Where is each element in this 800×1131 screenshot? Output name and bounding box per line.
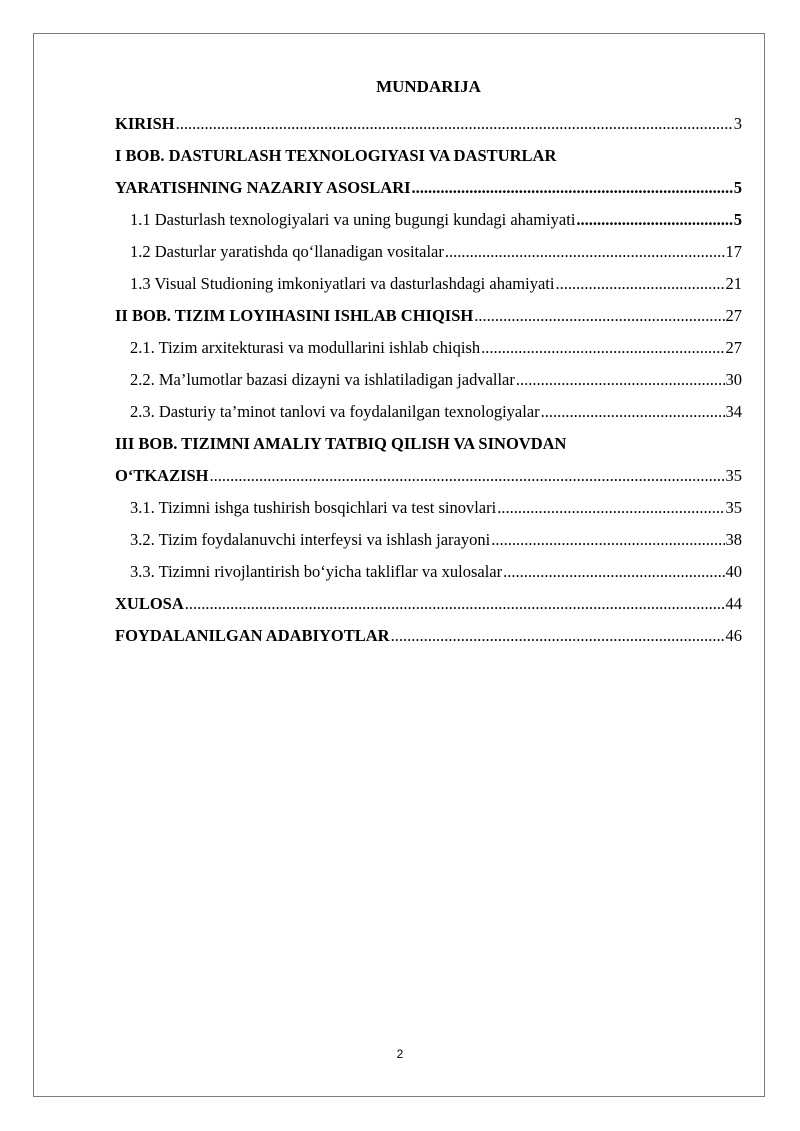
page-number: 2 bbox=[396, 1047, 404, 1061]
toc-entry-label: 2.3. Dasturiy ta’minot tanlovi va foydalanilgan texnologiyalar bbox=[130, 402, 540, 421]
toc-entry-chapter-3-line1[interactable] bbox=[115, 428, 742, 460]
toc-entry-page: 21 bbox=[725, 274, 742, 293]
table-of-contents bbox=[115, 76, 742, 652]
toc-entry-adabiyotlar[interactable] bbox=[115, 620, 742, 652]
toc-entry-2-1[interactable] bbox=[115, 332, 742, 364]
toc-entry-page: 5 bbox=[733, 178, 742, 197]
toc-entry-kirish[interactable] bbox=[115, 108, 742, 140]
toc-entry-page: 27 bbox=[725, 306, 742, 325]
toc-entry-label: 1.3 Visual Studioning imkoniyatlari va dasturlashdagi ahamiyati bbox=[130, 274, 555, 293]
toc-entry-page: 27 bbox=[725, 338, 742, 357]
dot-leader bbox=[491, 524, 724, 556]
toc-entry-label: YARATISHNING NAZARIY ASOSLARI bbox=[115, 178, 411, 197]
toc-entry-label: 2.1. Tizim arxitekturasi va modullarini ishlab chiqish bbox=[130, 338, 481, 357]
dot-leader bbox=[541, 396, 725, 428]
toc-entry-page: 34 bbox=[725, 402, 742, 421]
dot-leader bbox=[210, 460, 725, 492]
toc-entry-chapter-2[interactable] bbox=[115, 300, 742, 332]
toc-entry-label: 3.3. Tizimni rivojlantirish bo‘yicha takliflar va xulosalar bbox=[130, 562, 503, 581]
dot-leader bbox=[481, 332, 724, 364]
toc-entry-page: 40 bbox=[725, 562, 742, 581]
toc-entry-label: O‘TKAZISH bbox=[115, 466, 209, 485]
dot-leader bbox=[516, 364, 725, 396]
toc-entry-label: 1.1 Dasturlash texnologiyalari va uning bugungi kundagi ahamiyati bbox=[130, 210, 576, 229]
toc-entry-label: II BOB. TIZIM LOYIHASINI ISHLAB CHIQISH bbox=[115, 306, 474, 325]
dot-leader bbox=[503, 556, 724, 588]
toc-title: MUNDARIJA bbox=[376, 77, 481, 96]
dot-leader bbox=[576, 204, 732, 236]
dot-leader bbox=[474, 300, 724, 332]
toc-entry-chapter-3[interactable] bbox=[115, 460, 742, 492]
toc-entry-page: 30 bbox=[725, 370, 742, 389]
toc-entry-label: 1.2 Dasturlar yaratishda qo‘llanadigan vositalar bbox=[130, 242, 444, 261]
toc-entry-label: 2.2. Ma’lumotlar bazasi dizayni va ishlatiladigan jadvallar bbox=[130, 370, 515, 389]
toc-entry-2-2[interactable] bbox=[115, 364, 742, 396]
toc-entry-1-3[interactable] bbox=[115, 268, 742, 300]
toc-entry-label: III BOB. TIZIMNI AMALIY TATBIQ QILISH VA SINOVDAN bbox=[115, 434, 567, 453]
toc-entry-chapter-1-line1[interactable] bbox=[115, 140, 742, 172]
toc-entry-label: I BOB. DASTURLASH TEXNOLOGIYASI VA DASTURLAR bbox=[115, 146, 557, 165]
toc-entry-3-1[interactable] bbox=[115, 492, 742, 524]
toc-entry-label: 3.1. Tizimni ishga tushirish bosqichlari va test sinovlari bbox=[130, 498, 497, 517]
toc-entry-xulosa[interactable] bbox=[115, 588, 742, 620]
dot-leader bbox=[391, 620, 725, 652]
dot-leader bbox=[445, 236, 725, 268]
toc-entry-page: 44 bbox=[725, 594, 742, 613]
toc-entry-2-3[interactable] bbox=[115, 396, 742, 428]
dot-leader bbox=[176, 108, 733, 140]
toc-entry-chapter-1[interactable] bbox=[115, 172, 742, 204]
dot-leader bbox=[555, 268, 724, 300]
toc-entry-page: 3 bbox=[733, 114, 742, 133]
dot-leader bbox=[497, 492, 724, 524]
toc-entry-page: 17 bbox=[725, 242, 742, 261]
toc-entry-3-3[interactable] bbox=[115, 556, 742, 588]
dot-leader bbox=[185, 588, 725, 620]
toc-entry-label: XULOSA bbox=[115, 594, 184, 613]
toc-entry-label: KIRISH bbox=[115, 114, 175, 133]
toc-entry-page: 5 bbox=[733, 210, 742, 229]
toc-entry-1-2[interactable] bbox=[115, 236, 742, 268]
toc-entry-3-2[interactable] bbox=[115, 524, 742, 556]
toc-entry-page: 38 bbox=[725, 530, 742, 549]
dot-leader bbox=[412, 172, 733, 204]
toc-entry-1-1[interactable] bbox=[115, 204, 742, 236]
toc-entry-label: 3.2. Tizim foydalanuvchi interfeysi va ishlash jarayoni bbox=[130, 530, 491, 549]
toc-entry-page: 46 bbox=[725, 626, 742, 645]
toc-entry-page: 35 bbox=[725, 498, 742, 517]
toc-entry-label: FOYDALANILGAN ADABIYOTLAR bbox=[115, 626, 390, 645]
toc-entry-page: 35 bbox=[725, 466, 742, 485]
